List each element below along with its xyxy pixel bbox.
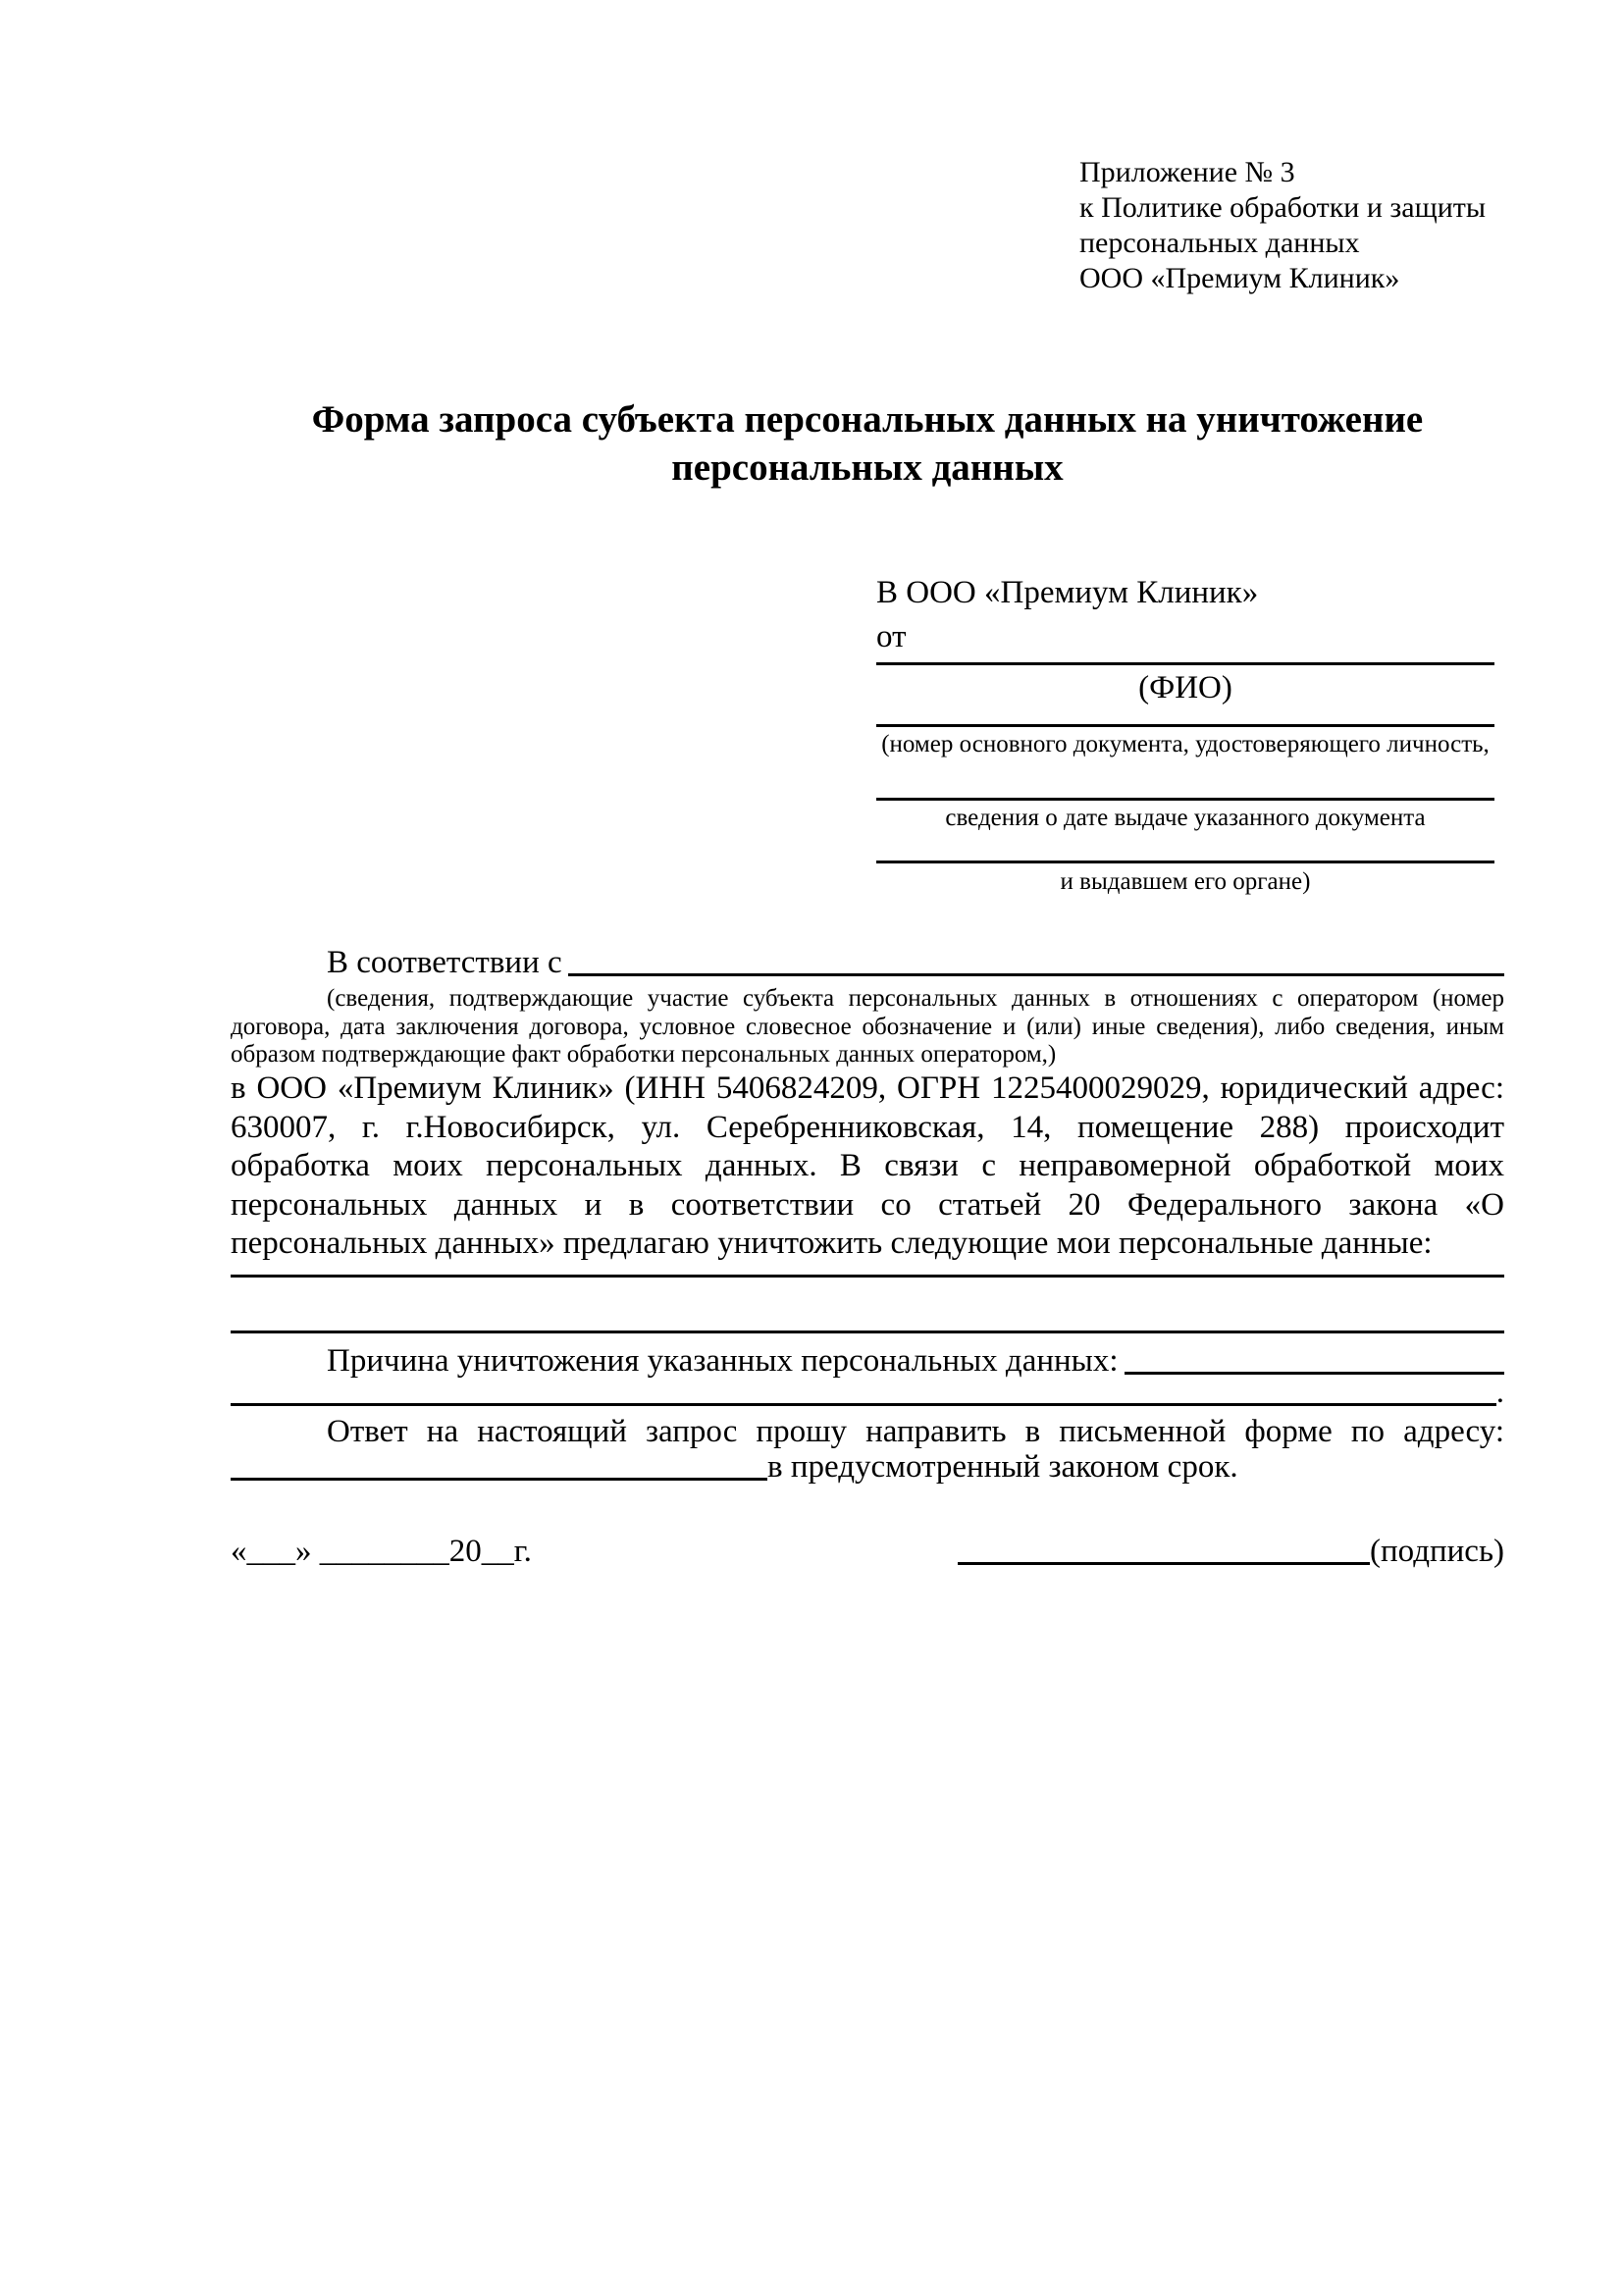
- appendix-line: ООО «Премиум Клиник»: [1079, 262, 1400, 294]
- response-suffix: в предусмотренный законом срок.: [767, 1449, 1238, 1485]
- issuing-authority-blank-line[interactable]: [876, 861, 1494, 863]
- fio-caption: (ФИО): [1138, 670, 1232, 705]
- response-request-line: Ответ на настоящий запрос прошу направить в письменной форме по адресу:: [327, 1414, 1504, 1449]
- reason-continuation-row: [231, 1370, 1504, 1411]
- reason-label: Причина уничтожения указанных персональных данных:: [327, 1343, 1119, 1379]
- fine-print: (сведения, подтверждающие участие субъекта персональных данных в отношениях с оператором (номер договора, дата заключения договора, условное словесное обозначение и (или) иные сведения), либо сведения, иным образом подтверждающие факт обработки персональных данных оператором,): [231, 985, 1504, 1068]
- appendix-block: [1079, 155, 1486, 296]
- response-address-row: [231, 1444, 1504, 1486]
- identity-document-number-blank-line[interactable]: [876, 724, 1494, 727]
- appendix-line: к Политике обработки и защиты: [1079, 191, 1487, 224]
- personal-data-blank-line-1[interactable]: [231, 1275, 1504, 1278]
- signature-blank-line[interactable]: [958, 1562, 1370, 1565]
- page-title: [231, 395, 1504, 492]
- accordance-label: В соответствии с: [327, 945, 562, 980]
- issue-date-blank-line[interactable]: [876, 798, 1494, 801]
- signature-caption: (подпись): [1370, 1534, 1504, 1569]
- personal-data-blank-line-2[interactable]: [231, 1331, 1504, 1333]
- from-label: от: [876, 619, 907, 654]
- accordance-blank-line[interactable]: [568, 973, 1504, 976]
- fio-blank-line[interactable]: [876, 662, 1494, 665]
- identity-document-number-caption: (номер основного документа, удостоверяющего личность,: [881, 731, 1490, 757]
- appendix-line: Приложение № 3: [1079, 156, 1295, 188]
- address-blank-line[interactable]: [231, 1478, 767, 1481]
- date-blank[interactable]: «___» ________20__г.: [231, 1534, 532, 1569]
- issuing-authority-caption: и выдавшем его органе): [1060, 868, 1311, 895]
- page-title-line1: Форма запроса субъекта персональных данных на уничтожение: [311, 398, 1424, 441]
- addressee-organization: В ООО «Премиум Клиник»: [876, 575, 1259, 610]
- date-signature-row: [231, 1529, 1504, 1570]
- page-title-line2: персональных данных: [671, 446, 1064, 489]
- reason-blank-line-2[interactable]: [231, 1403, 1496, 1406]
- period-text: .: [1495, 1375, 1504, 1410]
- main-paragraph: в ООО «Премиум Клиник» (ИНН 5406824209, ОГРН 1225400029029, юридический адрес: 630007, г. г.Новосибирск, ул. Серебренниковская, 14, помещение 288) происходит обработка моих персональных данных. В связи с неправомерной обработкой моих персональных данных и в соответствии со статьей 20 Федерального закона «О персональных данных» предлагаю уничтожить следующие мои персональные данные:: [231, 1070, 1504, 1261]
- issue-date-caption: сведения о дате выдаче указанного документа: [945, 805, 1426, 831]
- accordance-row: [231, 940, 1504, 981]
- appendix-line: персональных данных: [1079, 227, 1360, 259]
